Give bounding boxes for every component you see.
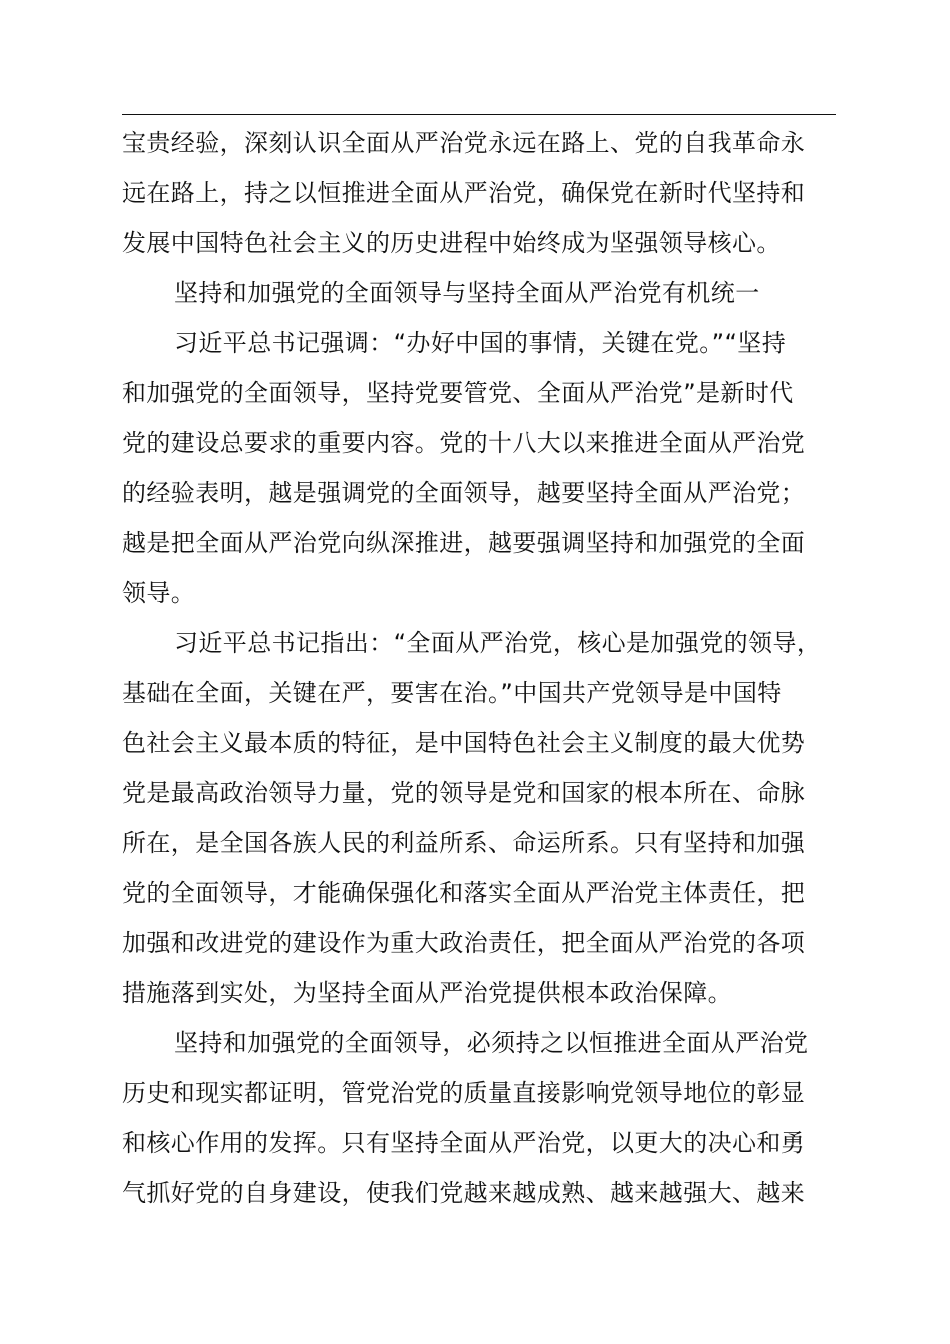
text-line-6: 和加强党的全面领导，坚持党要管党、全面从严治党”是新时代 [122, 379, 794, 407]
text-line-10: 领导。 [122, 579, 196, 607]
text-line-18: 措施落到实处，为坚持全面从严治党提供根本政治保障。 [122, 979, 732, 1007]
text-line-9: 越是把全面从严治党向纵深推进，越要强调坚持和加强党的全面 [122, 529, 806, 557]
text-line-8: 的经验表明，越是强调党的全面领导，越要坚持全面从严治党； [122, 479, 806, 507]
text-line-20: 历史和现实都证明，管党治党的质量直接影响党领导地位的彰显 [122, 1079, 806, 1107]
text-line-22: 气抓好党的自身建设，使我们党越来越成熟、越来越强大、越来 [122, 1179, 806, 1207]
text-line-21: 和核心作用的发挥。只有坚持全面从严治党，以更大的决心和勇 [122, 1129, 806, 1157]
text-line-2: 远在路上，持之以恒推进全面从严治党，确保党在新时代坚持和 [122, 179, 806, 207]
text-line-1: 宝贵经验，深刻认识全面从严治党永远在路上、党的自我革命永 [122, 129, 806, 157]
text-line-5: 习近平总书记强调：“办好中国的事情，关键在党。”“坚持 [174, 329, 787, 357]
text-line-16: 党的全面领导，才能确保强化和落实全面从严治党主体责任，把 [122, 879, 806, 907]
text-line-17: 加强和改进党的建设作为重大政治责任，把全面从严治党的各项 [122, 929, 806, 957]
text-line-7: 党的建设总要求的重要内容。党的十八大以来推进全面从严治党 [122, 429, 806, 457]
text-line-12: 基础在全面，关键在严，要害在治。”中国共产党领导是中国特 [122, 679, 782, 707]
section-heading-1: 坚持和加强党的全面领导与坚持全面从严治党有机统一 [174, 279, 760, 307]
text-line-19: 坚持和加强党的全面领导，必须持之以恒推进全面从严治党 [174, 1029, 809, 1057]
text-line-3: 发展中国特色社会主义的历史进程中始终成为坚强领导核心。 [122, 229, 781, 257]
text-line-13: 色社会主义最本质的特征，是中国特色社会主义制度的最大优势 [122, 729, 806, 757]
header-rule [122, 114, 836, 115]
text-line-11: 习近平总书记指出：“全面从严治党，核心是加强党的领导， [174, 629, 822, 657]
text-line-15: 所在，是全国各族人民的利益所系、命运所系。只有坚持和加强 [122, 829, 806, 857]
text-line-14: 党是最高政治领导力量，党的领导是党和国家的根本所在、命脉 [122, 779, 806, 807]
